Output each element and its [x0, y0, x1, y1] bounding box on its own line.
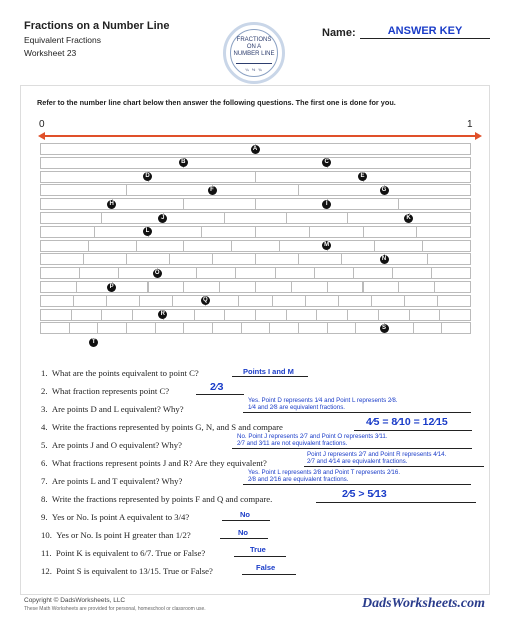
- fraction-cell: [212, 184, 299, 196]
- fraction-cell: [205, 295, 239, 307]
- point-marker-i: I: [322, 200, 331, 209]
- fraction-cell: [112, 198, 185, 210]
- fraction-cell: [384, 184, 471, 196]
- point-marker-a: A: [251, 145, 260, 154]
- fraction-cell: [40, 322, 70, 334]
- fraction-cell: [163, 212, 225, 224]
- fraction-cell: [194, 309, 226, 321]
- fraction-cell: [148, 226, 203, 238]
- fraction-cell: [298, 184, 385, 196]
- point-marker-o: O: [153, 269, 162, 278]
- fraction-cell: [413, 322, 443, 334]
- fraction-cell: [212, 322, 242, 334]
- number-line-axis: [38, 134, 482, 138]
- fraction-cell: [219, 281, 256, 293]
- fraction-cell: [327, 198, 400, 210]
- answer-line-11: [234, 556, 286, 557]
- fraction-cell: [148, 281, 185, 293]
- fraction-cell: [40, 253, 84, 265]
- answer-4: 4⁄5 = 8⁄10 = 12⁄15: [366, 416, 448, 428]
- fraction-row: [40, 267, 470, 280]
- name-label: Name:: [322, 27, 356, 39]
- fraction-cell: [272, 295, 306, 307]
- fraction-cell: [241, 322, 271, 334]
- fraction-row: [40, 157, 470, 170]
- fraction-row: [40, 295, 470, 308]
- fraction-cell: [374, 240, 423, 252]
- fraction-cell: [157, 267, 197, 279]
- answer-line-10: [220, 538, 268, 539]
- point-marker-k: K: [404, 214, 413, 223]
- answer-12: False: [256, 563, 276, 572]
- fraction-cell: [196, 267, 236, 279]
- answer-line-8: [316, 502, 476, 503]
- fraction-cell: [97, 322, 127, 334]
- point-marker-q: Q: [201, 296, 210, 305]
- fraction-cell: [183, 198, 256, 210]
- point-marker-p: P: [107, 283, 116, 292]
- fraction-cell: [148, 171, 257, 183]
- fraction-row: [40, 240, 470, 253]
- answer-line-12: [242, 574, 296, 575]
- fraction-row: [40, 226, 470, 239]
- site-logo: DadsWorksheets.com: [362, 596, 486, 611]
- fraction-cell: [71, 309, 103, 321]
- point-marker-f: F: [208, 186, 217, 195]
- question-4: 4. Write the fractions represented by points G, N, and S and compare: [41, 422, 283, 432]
- fraction-cell: [314, 267, 354, 279]
- fraction-cell: [275, 267, 315, 279]
- fraction-cell: [255, 309, 287, 321]
- question-5: 5. Are points J and O equivalent? Why?: [41, 440, 182, 450]
- fraction-cell: [40, 281, 77, 293]
- fraction-row: [40, 253, 470, 266]
- question-2: 2. What fraction represents point C?: [41, 386, 170, 396]
- fraction-cell: [298, 322, 328, 334]
- fraction-cell: [201, 226, 256, 238]
- fraction-cell: [309, 226, 364, 238]
- fraction-cell: [409, 212, 471, 224]
- fraction-cell: [183, 322, 213, 334]
- fraction-cell: [40, 143, 256, 155]
- fraction-cell: [231, 240, 280, 252]
- usage-note: These Math Worksheets are provided for personal, homeschool or classroom use.: [24, 606, 206, 612]
- fraction-cell: [40, 226, 95, 238]
- fraction-cell: [183, 281, 220, 293]
- name-underline: [360, 38, 490, 39]
- fraction-cell: [378, 309, 410, 321]
- fraction-cell: [255, 143, 471, 155]
- answer-line-2: [196, 394, 244, 395]
- fraction-cell: [434, 281, 471, 293]
- fraction-cell: [224, 212, 286, 224]
- point-marker-e: E: [358, 172, 367, 181]
- fraction-cell: [291, 281, 328, 293]
- fraction-cell: [255, 198, 328, 210]
- question-10: 10. Yes or No. Is point H greater than 1/2?: [41, 530, 191, 540]
- fraction-cell: [169, 253, 213, 265]
- answer-line-6: [304, 466, 484, 467]
- fraction-cell: [40, 240, 89, 252]
- fraction-cell: [255, 253, 299, 265]
- fraction-cell: [269, 322, 299, 334]
- fraction-cell: [347, 309, 379, 321]
- fraction-row: [40, 281, 470, 294]
- fraction-cell: [298, 253, 342, 265]
- fraction-cell: [255, 226, 310, 238]
- fraction-cell: [384, 253, 428, 265]
- answer-line-9: [222, 520, 270, 521]
- fraction-cell: [183, 240, 232, 252]
- fraction-cell: [363, 226, 418, 238]
- fraction-cell: [69, 322, 99, 334]
- fraction-cell: [40, 267, 80, 279]
- fraction-cell: [112, 281, 149, 293]
- question-9: 9. Yes or No. Is point A equivalent to 3/4?: [41, 512, 190, 522]
- point-marker-j: J: [158, 214, 167, 223]
- fraction-cell: [40, 295, 74, 307]
- question-8: 8. Write the fractions represented by points F and Q and compare.: [41, 494, 273, 504]
- fraction-row: [40, 171, 470, 184]
- fraction-row: [40, 322, 470, 335]
- answer-line-3: [243, 412, 471, 413]
- fraction-cell: [398, 198, 471, 210]
- arrow-right-icon: [475, 132, 482, 140]
- fraction-cell: [439, 309, 471, 321]
- fraction-cell: [101, 309, 133, 321]
- fraction-cell: [101, 212, 163, 224]
- fraction-cell: [286, 309, 318, 321]
- answer-line-4: [354, 430, 472, 431]
- question-11: 11. Point K is equivalent to 6/7. True or False?: [41, 548, 206, 558]
- point-marker-b: B: [179, 158, 188, 167]
- point-marker-d: D: [143, 172, 152, 181]
- fraction-cell: [224, 309, 256, 321]
- fraction-cell: [404, 295, 438, 307]
- fraction-cell: [139, 295, 173, 307]
- fraction-cell: [73, 295, 107, 307]
- fraction-cell: [441, 322, 471, 334]
- fraction-cell: [353, 267, 393, 279]
- fraction-cell: [40, 171, 149, 183]
- point-marker-r: R: [158, 310, 167, 319]
- fraction-cell: [238, 295, 272, 307]
- fraction-cell: [106, 295, 140, 307]
- fraction-cell: [416, 226, 471, 238]
- fraction-cell: [126, 184, 213, 196]
- fraction-cell: [427, 253, 471, 265]
- fraction-cell: [327, 322, 357, 334]
- answer-line-7: [243, 484, 471, 485]
- point-marker-c: C: [322, 158, 331, 167]
- fraction-cell: [40, 212, 102, 224]
- number-line-start-label: 0: [39, 119, 45, 130]
- point-marker-l: L: [143, 227, 152, 236]
- axis-bar: [42, 135, 478, 137]
- fraction-cell: [40, 309, 72, 321]
- fraction-cell: [338, 295, 372, 307]
- fraction-row: [40, 198, 470, 211]
- fraction-row: [40, 309, 470, 322]
- fraction-cell: [155, 322, 185, 334]
- fraction-cell: [431, 267, 471, 279]
- fraction-row: [40, 184, 470, 197]
- question-7: 7. Are points L and T equivalent? Why?: [41, 476, 183, 486]
- arrow-left-icon: [38, 132, 45, 140]
- fraction-cell: [316, 309, 348, 321]
- fraction-cell: [279, 240, 328, 252]
- badge-text: FRACTIONS ON A NUMBER LINE: [233, 37, 275, 57]
- fraction-cell: [255, 171, 364, 183]
- page-title: Fractions on a Number Line: [24, 20, 170, 32]
- answer-1: Points I and M: [243, 367, 294, 376]
- number-line-end-label: 1: [467, 119, 473, 130]
- question-12: 12. Point S is equivalent to 13/15. True or False?: [41, 566, 213, 576]
- point-marker-t: T: [89, 338, 98, 347]
- page-subtitle: Equivalent Fractions: [24, 35, 102, 45]
- point-marker-h: H: [107, 200, 116, 209]
- fraction-cell: [371, 295, 405, 307]
- fraction-cell: [126, 253, 170, 265]
- badge-number-line: [236, 63, 272, 64]
- fraction-cell: [363, 171, 472, 183]
- fraction-cell: [183, 157, 327, 169]
- copyright: Copyright © DadsWorksheets, LLC: [24, 597, 126, 604]
- fraction-chart: [40, 143, 470, 351]
- fraction-cell: [363, 281, 400, 293]
- answer-10: No: [238, 528, 248, 537]
- topic-badge: [223, 22, 285, 84]
- name-field: ANSWER KEY: [387, 25, 463, 37]
- fraction-cell: [163, 309, 195, 321]
- answer-line-5: [232, 448, 472, 449]
- fraction-cell: [88, 240, 137, 252]
- answer-7: Yes. Point L represents 2⁄8 and Point T represents 2⁄16. 2⁄8 and 2⁄16 are equivalent fractions.: [248, 469, 401, 483]
- answer-8: 2⁄5 > 5⁄13: [342, 488, 387, 500]
- question-3: 3. Are points D and L equivalent? Why?: [41, 404, 184, 414]
- fraction-cell: [437, 295, 471, 307]
- answer-6: Point J represents 2⁄7 and Point R represents 4⁄14. 2⁄7 and 4⁄14 are equivalent fractions.: [307, 451, 447, 465]
- badge-ticks: ¼ ½ ¾: [245, 67, 263, 72]
- worksheet-number: Worksheet 23: [24, 48, 77, 58]
- fraction-cell: [94, 226, 149, 238]
- question-1: 1. What are the points equivalent to point C?: [41, 368, 199, 378]
- fraction-cell: [327, 157, 471, 169]
- fraction-cell: [212, 253, 256, 265]
- point-marker-n: N: [380, 255, 389, 264]
- fraction-cell: [235, 267, 275, 279]
- fraction-cell: [341, 253, 385, 265]
- fraction-cell: [392, 267, 432, 279]
- point-marker-s: S: [380, 324, 389, 333]
- answer-3: Yes. Point D represents 1⁄4 and Point L represents 2⁄8. 1⁄4 and 2⁄8 are equivalent fractions.: [248, 397, 398, 411]
- fraction-cell: [40, 184, 127, 196]
- fraction-cell: [327, 281, 364, 293]
- fraction-cell: [255, 281, 292, 293]
- fraction-cell: [40, 157, 184, 169]
- fraction-cell: [305, 295, 339, 307]
- answer-9: No: [240, 510, 250, 519]
- fraction-cell: [126, 322, 156, 334]
- fraction-cell: [83, 253, 127, 265]
- fraction-cell: [327, 240, 376, 252]
- answer-2: 2⁄3: [210, 381, 224, 393]
- fraction-cell: [409, 309, 441, 321]
- fraction-cell: [79, 267, 119, 279]
- answer-11: True: [250, 545, 266, 554]
- answer-line-1: [232, 376, 308, 377]
- point-marker-g: G: [380, 186, 389, 195]
- fraction-cell: [136, 240, 185, 252]
- fraction-cell: [422, 240, 471, 252]
- fraction-cell: [398, 281, 435, 293]
- answer-5: No. Point J represents 2⁄7 and Point O represents 3⁄11. 2⁄7 and 3⁄11 are not equivalent fractions.: [237, 433, 388, 447]
- fraction-cell: [347, 212, 409, 224]
- fraction-cell: [286, 212, 348, 224]
- instructions: Refer to the number line chart below then answer the following questions. The first one is done for you.: [37, 98, 396, 107]
- fraction-cell: [40, 198, 113, 210]
- point-marker-m: M: [324, 242, 330, 249]
- question-6: 6. What fractions represent points J and R? Are they equivalent?: [41, 458, 267, 468]
